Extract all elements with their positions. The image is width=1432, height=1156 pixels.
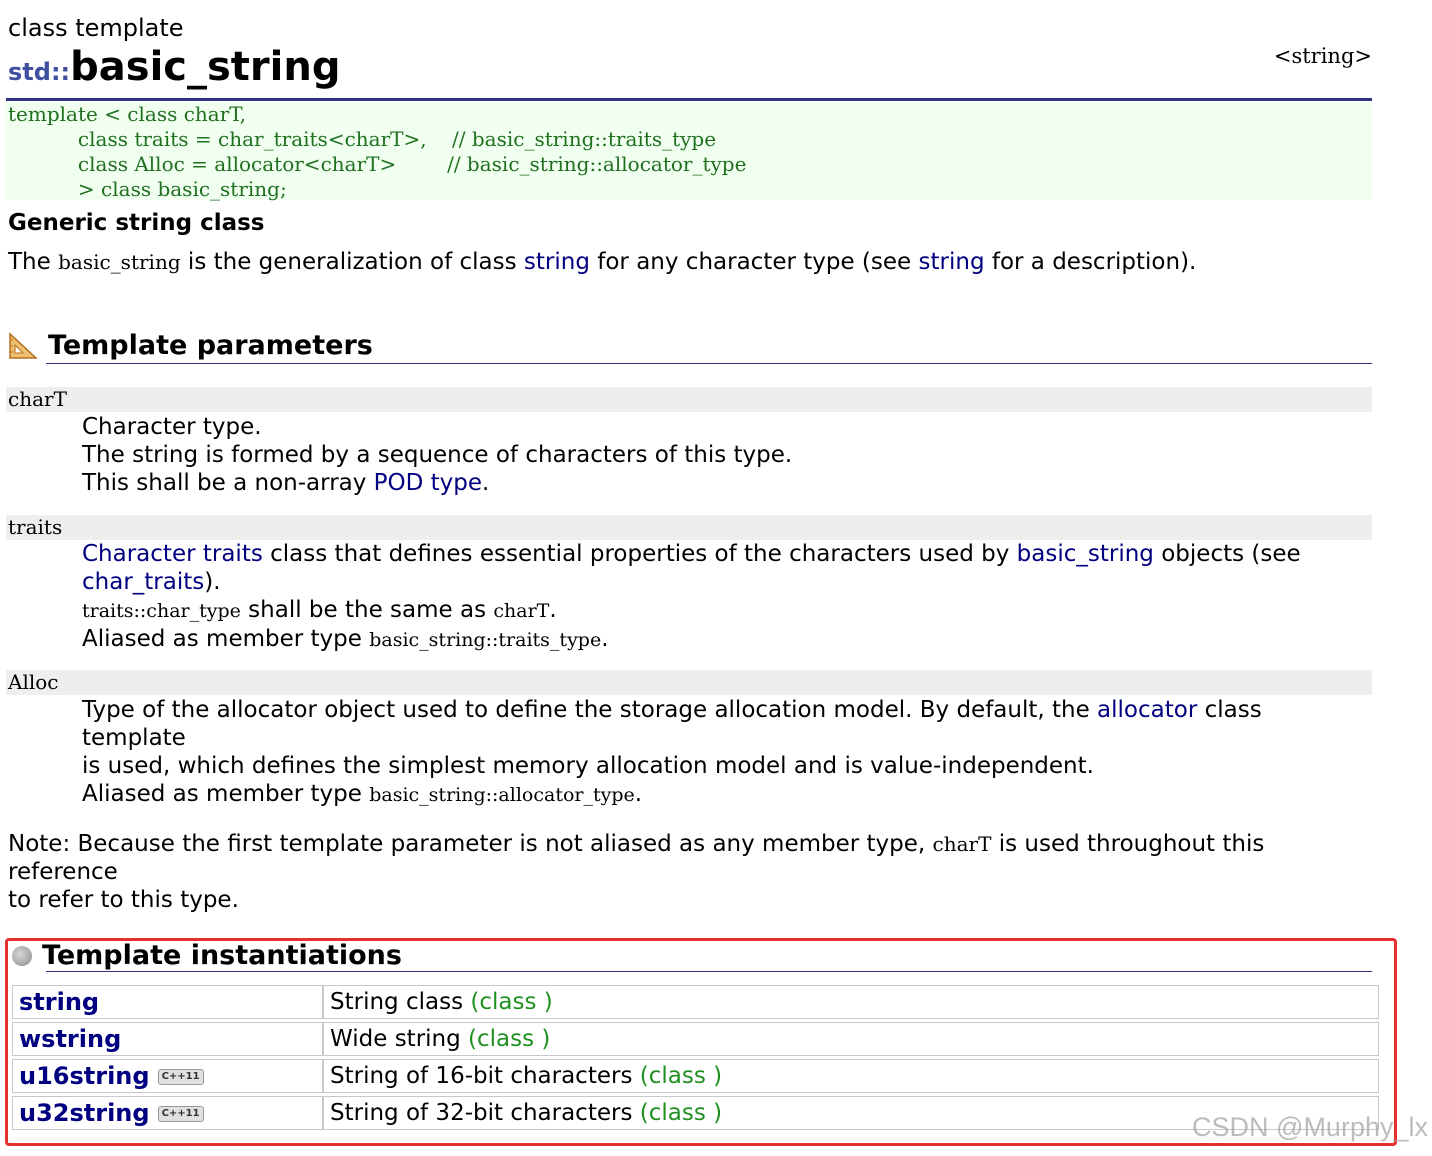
section-divider [46, 363, 1372, 364]
summary-text [8, 249, 1196, 275]
instantiation-kind: (class ) [639, 1063, 723, 1089]
instantiation-kind: (class ) [468, 1026, 551, 1052]
param-name-chart: charT [6, 387, 1372, 412]
cpp11-badge-icon: C++11 [158, 1069, 204, 1085]
instantiation-desc: String of 16-bit characters [330, 1063, 633, 1089]
param-text: . [601, 626, 609, 652]
instantiation-name-cell[interactable] [12, 1059, 323, 1093]
param-text: . [549, 597, 557, 623]
table-row [12, 1022, 1379, 1056]
param-text: . [634, 781, 643, 807]
param-text: ). [204, 569, 221, 595]
header-file-label: <string> [1273, 44, 1372, 68]
prototype-line: template < class charT, [8, 102, 247, 126]
string-link-2[interactable]: string [918, 249, 985, 275]
param-text: objects (see [1153, 541, 1301, 567]
instantiation-desc-cell [323, 1059, 1379, 1093]
instantiation-link[interactable]: u32string [19, 1099, 150, 1127]
template-instantiations-heading [12, 940, 402, 971]
basic-string-link[interactable]: basic_string [1016, 541, 1154, 567]
table-row [12, 1096, 1379, 1130]
note-code: charT [932, 832, 992, 856]
instantiation-name-cell[interactable] [12, 985, 323, 1019]
param-line [82, 696, 1362, 752]
prototype-line: class traits = char_traits<charT>, // basic_string::traits_type [8, 127, 717, 151]
template-parameters-title: Template parameters [48, 330, 373, 361]
watermark: CSDN @Murphy_lx [1192, 1112, 1428, 1142]
summary-text-part: for any character type (see [589, 249, 919, 275]
note-part: is used throughout this reference [8, 831, 1265, 885]
param-text: class template [82, 697, 1262, 751]
instantiation-kind: (class ) [470, 989, 553, 1015]
allocator-link[interactable]: allocator [1097, 697, 1198, 723]
summary-text-part: is the generalization of class [180, 249, 524, 275]
instantiations-table [12, 982, 1379, 1133]
param-text: shall be the same as [240, 597, 494, 623]
param-text: Aliased as member type [82, 626, 370, 652]
summary-code: basic_string [58, 250, 181, 274]
param-line: Character type. [82, 414, 262, 440]
param-desc-alloc [82, 696, 1362, 809]
note-line: to refer to this type. [8, 887, 239, 913]
character-traits-link[interactable]: Character traits [82, 541, 263, 567]
param-name-alloc: Alloc [6, 670, 1372, 695]
section-divider [46, 971, 1372, 972]
param-text: . [482, 470, 490, 496]
namespace-label: std:: [8, 58, 71, 86]
template-parameters-heading [8, 330, 373, 361]
param-desc-traits [82, 540, 1362, 654]
note-part: Note: Because the first template parameter is not aliased as any member type, [8, 831, 933, 857]
param-name-traits: traits [6, 515, 1372, 540]
title-divider [6, 98, 1372, 101]
prototype-block [6, 102, 1372, 200]
param-line [82, 780, 1362, 809]
param-line: The string is formed by a sequence of characters of this type. [82, 442, 793, 468]
instantiation-name-cell[interactable] [12, 1022, 323, 1056]
param-text: class that defines essential properties of the characters used by [262, 541, 1017, 567]
instantiation-desc: Wide string [330, 1026, 461, 1052]
param-text: This shall be a non-array [82, 470, 374, 496]
param-line [82, 596, 1362, 625]
param-code: charT [493, 600, 550, 622]
instantiation-desc: String of 32-bit characters [330, 1100, 633, 1126]
param-line: is used, which defines the simplest memory allocation model and is value-independent. [82, 753, 1094, 779]
summary-text-part: for a description). [984, 249, 1197, 275]
table-row [12, 985, 1379, 1019]
table-row [12, 1059, 1379, 1093]
char-traits-link[interactable]: char_traits [82, 569, 205, 595]
prototype-line: > class basic_string; [8, 177, 287, 201]
note-text [8, 830, 1378, 914]
class-name: basic_string [70, 44, 341, 90]
cpp11-badge-icon: C++11 [158, 1106, 204, 1122]
page-title [8, 44, 340, 90]
param-line [82, 540, 1362, 568]
instantiation-kind: (class ) [639, 1100, 723, 1126]
bullet-icon [12, 946, 32, 966]
prototype-line: class Alloc = allocator<charT> // basic_string::allocator_type [8, 152, 747, 176]
param-code: basic_string::allocator_type [369, 784, 635, 806]
instantiation-desc-cell [323, 985, 1379, 1019]
param-line [82, 625, 1362, 654]
param-line [82, 568, 1362, 596]
instantiation-desc-cell [323, 1022, 1379, 1056]
page-kind-label: class template [8, 14, 184, 42]
string-link[interactable]: string [523, 249, 590, 275]
param-line [82, 469, 1362, 497]
instantiation-link[interactable]: string [19, 988, 100, 1016]
instantiation-desc: String class [330, 989, 464, 1015]
pod-type-link[interactable]: POD type [373, 470, 483, 496]
instantiation-name-cell[interactable] [12, 1096, 323, 1130]
summary-text-part: The [8, 249, 59, 275]
param-text: Type of the allocator object used to define the storage allocation model. By default, the [82, 697, 1098, 723]
instantiation-link[interactable]: wstring [19, 1025, 122, 1053]
param-desc-chart [82, 413, 1362, 497]
param-code: basic_string::traits_type [369, 629, 602, 651]
template-instantiations-title: Template instantiations [42, 940, 402, 971]
summary-heading: Generic string class [8, 210, 265, 236]
note-line [8, 830, 1378, 886]
param-text: Aliased as member type [82, 781, 370, 807]
ruler-triangle-icon [8, 332, 38, 360]
instantiation-link[interactable]: u16string [19, 1062, 150, 1090]
param-code: traits::char_type [82, 600, 241, 622]
